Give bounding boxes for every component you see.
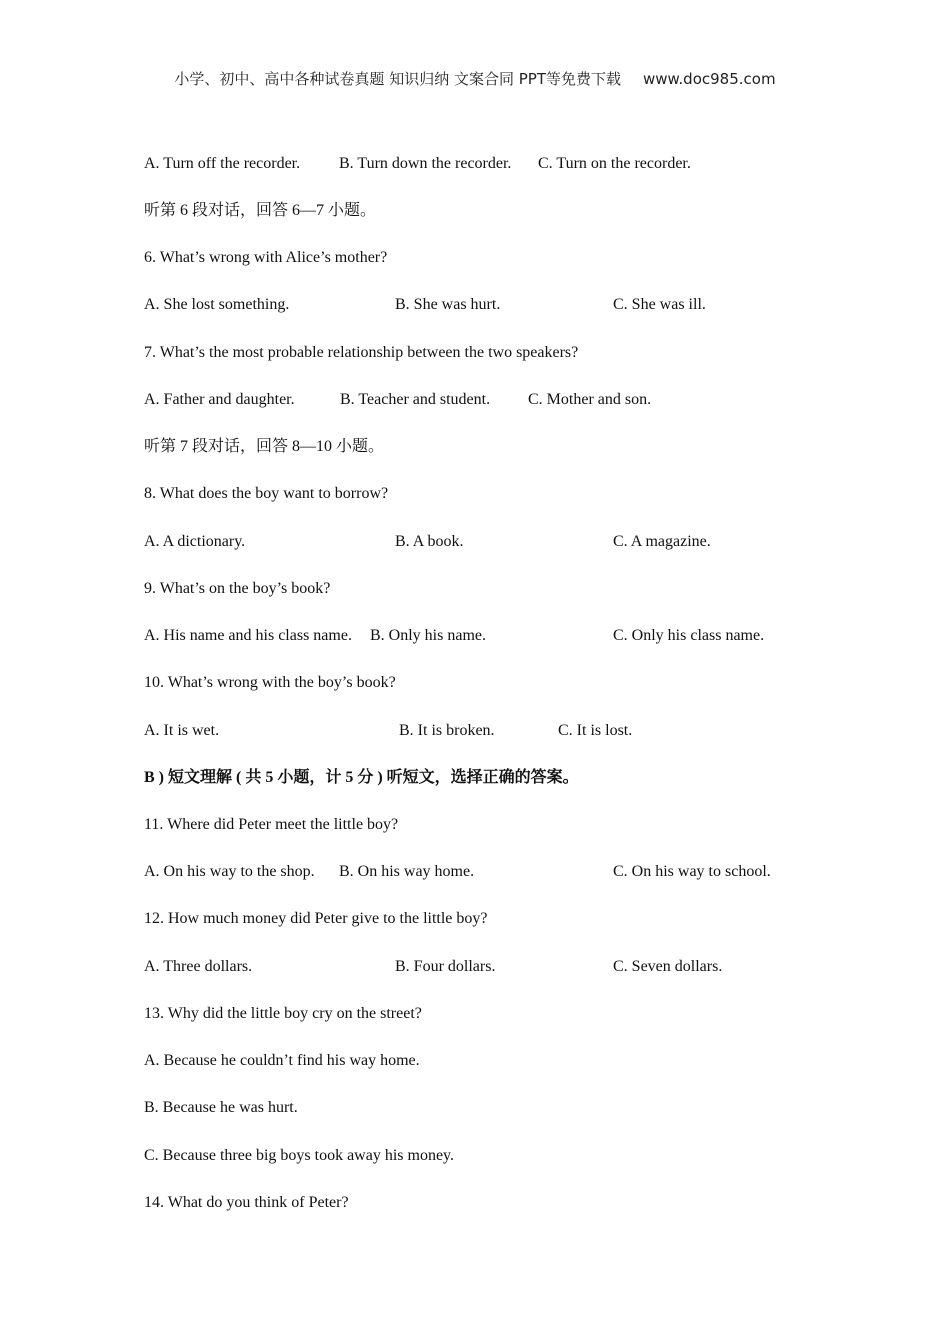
q12-question: 12. How much money did Peter give to the little boy? [144, 910, 488, 927]
q12-option-b: B. Four dollars. [395, 958, 496, 975]
q5-option-a: A. Turn off the recorder. [144, 155, 301, 172]
q10-option-b: B. It is broken. [399, 722, 495, 739]
section-b-heading: B ) 短文理解 ( 共 5 小题，计 5 分 ) 听短文，选择正确的答案。 [144, 769, 579, 786]
q9-question: 9. What’s on the boy’s book? [144, 580, 331, 597]
header-site: www.doc985.com [642, 70, 776, 88]
q8-question: 8. What does the boy want to borrow? [144, 485, 389, 502]
instruction-8-10: 听第 7 段对话，回答 8—10 小题。 [144, 438, 385, 455]
q5-option-b: B. Turn down the recorder. [339, 155, 512, 172]
header-text: 小学、初中、高中各种试卷真题 知识归纳 文案合同 PPT等免费下载 [174, 70, 621, 88]
q10-option-a: A. It is wet. [144, 722, 220, 739]
q8-option-a: A. A dictionary. [144, 533, 246, 550]
q10-option-c: C. It is lost. [558, 722, 633, 739]
q9-option-b: B. Only his name. [370, 627, 486, 644]
q13-option-c: C. Because three big boys took away his money. [144, 1147, 455, 1164]
q14-question: 14. What do you think of Peter? [144, 1194, 349, 1211]
q5-option-c: C. Turn on the recorder. [538, 155, 691, 172]
page-header [0, 68, 950, 89]
q11-option-c: C. On his way to school. [613, 863, 771, 880]
q13-option-a: A. Because he couldn’t find his way home. [144, 1052, 420, 1069]
q6-option-c: C. She was ill. [613, 296, 706, 313]
q6-option-b: B. She was hurt. [395, 296, 501, 313]
q12-option-a: A. Three dollars. [144, 958, 253, 975]
q6-option-a: A. She lost something. [144, 296, 290, 313]
q11-option-b: B. On his way home. [339, 863, 475, 880]
instruction-6-7: 听第 6 段对话，回答 6—7 小题。 [144, 202, 377, 219]
q11-option-a: A. On his way to the shop. [144, 863, 315, 880]
q10-question: 10. What’s wrong with the boy’s book? [144, 674, 396, 691]
q11-question: 11. Where did Peter meet the little boy? [144, 816, 399, 833]
q13-option-b: B. Because he was hurt. [144, 1099, 298, 1116]
q13-question: 13. Why did the little boy cry on the street? [144, 1005, 422, 1022]
q8-option-b: B. A book. [395, 533, 464, 550]
q9-option-c: C. Only his class name. [613, 627, 765, 644]
q12-option-c: C. Seven dollars. [613, 958, 723, 975]
q7-option-a: A. Father and daughter. [144, 391, 295, 408]
q6-question: 6. What’s wrong with Alice’s mother? [144, 249, 388, 266]
q7-option-b: B. Teacher and student. [340, 391, 491, 408]
q9-option-a: A. His name and his class name. [144, 627, 352, 644]
q7-option-c: C. Mother and son. [528, 391, 652, 408]
q8-option-c: C. A magazine. [613, 533, 711, 550]
q7-question: 7. What’s the most probable relationship between the two speakers? [144, 344, 579, 361]
